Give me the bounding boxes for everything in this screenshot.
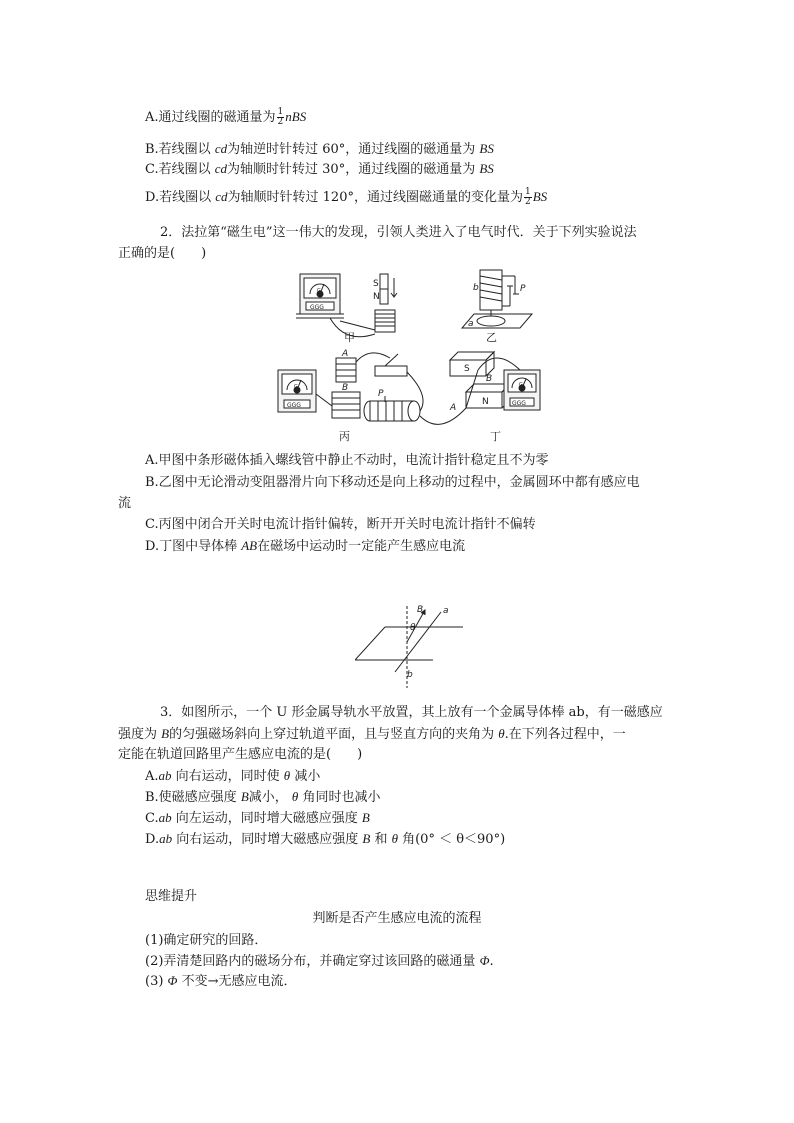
fraction-half: $\frac{1}{2}$ <box>524 187 531 207</box>
q2-option-b-line2: 流 <box>118 496 132 511</box>
q3-stem-line2: 强度为 B的匀强磁场斜向上穿过轨道平面，且与竖直方向的夹角为 θ.在下列各过程中，一 <box>118 726 626 742</box>
label-theta: θ <box>410 623 416 633</box>
q2-option-d: D.丁图中导体棒 AB在磁场中运动时一定能产生感应电流 <box>145 538 466 554</box>
gauge-letter-ding: G <box>519 382 523 388</box>
label-B2: B <box>486 374 493 384</box>
section-heading: 思维提升 <box>145 889 198 904</box>
q3-option-a: A.ab 向右运动，同时使 θ 减小 <box>145 768 321 784</box>
fraction-half: $\frac{1}{2}$ <box>277 107 284 127</box>
q2-figure <box>270 266 550 444</box>
q2-option-b-line1: B.乙图中无论滑动变阻器滑片向下移动还是向上移动的过程中，金属圆环中都有感应电 <box>145 475 640 490</box>
label-b: b <box>473 283 479 293</box>
q3-option-d: D.ab 向右运动，同时增大磁感应强度 B 和 θ 角(0° ＜ θ＜90°) <box>145 831 506 847</box>
label-a: a <box>468 319 474 329</box>
magnet-ding <box>450 352 510 408</box>
thinking-step-1: (1)确定研究的回路． <box>145 933 268 948</box>
caption-bing: 丙 <box>339 430 350 443</box>
q2-stem-line1: 2．法拉第“磁生电”这一伟大的发现，引领人类进入了电气时代．关于下列实验说法 <box>160 225 637 240</box>
label-S2: S <box>464 364 470 374</box>
solenoid-yi <box>480 270 519 316</box>
rheostat-bing <box>364 396 420 421</box>
rail-left <box>355 627 385 660</box>
q1-option-d: D.若线圈以 cd为轴顺时针转过 120°，通过线圈磁通量的变化量为 $\frac{1}{2}$ BS <box>145 187 548 207</box>
label-P: P <box>520 284 526 294</box>
gauge-terminals-jia: GGG <box>310 304 324 311</box>
caption-ding: 丁 <box>490 430 501 443</box>
caption-jia: 甲 <box>344 331 355 344</box>
gauge-terminals-bing: GGG <box>287 402 301 409</box>
gauge-letter-bing: G <box>294 384 298 390</box>
q3-figure <box>355 602 465 692</box>
wire-ding <box>420 408 466 424</box>
coil-pair-bing <box>316 358 360 418</box>
q3-option-b: B.使磁感应强度 B减小， θ 角同时也减小 <box>145 789 381 805</box>
label-field-B: B <box>417 605 424 615</box>
label-A: A <box>342 349 349 359</box>
q2-stem-line2: 正确的是( ) <box>118 246 207 261</box>
gauge-terminals-ding: GGG <box>512 400 526 407</box>
gauge-letter-jia: G <box>317 288 321 294</box>
bar-magnet-jia <box>380 274 397 304</box>
q2-option-a: A.甲图中条形磁体插入螺线管中静止不动时，电流计指针稳定且不为零 <box>145 453 549 468</box>
q2-option-c: C.丙图中闭合开关时电流计指针偏转，断开开关时电流计指针不偏转 <box>145 517 536 532</box>
q1-option-c: C.若线圈以 cd为轴顺时针转过 30°，通过线圈的磁通量为 BS <box>145 161 494 177</box>
label-A2: A <box>450 403 457 413</box>
label-N2: N <box>482 397 489 407</box>
thinking-step-2: (2)弄清楚回路内的磁场分布，并确定穿过该回路的磁通量 Φ. <box>145 953 494 969</box>
section-title: 判断是否产生感应电流的流程 <box>312 911 482 926</box>
label-N: N <box>373 292 380 302</box>
q3-stem-line3: 定能在轨道回路里产生感应电流的是( ) <box>118 747 363 762</box>
conductor-ab <box>395 612 441 672</box>
caption-yi: 乙 <box>486 331 497 344</box>
galvanometer-jia <box>296 274 344 318</box>
label-end-a: a <box>443 606 449 616</box>
q3-option-c: C.ab 向左运动，同时增大磁感应强度 B <box>145 810 370 826</box>
label-B: B <box>342 383 349 393</box>
label-P2: P <box>378 389 384 399</box>
label-end-b: b <box>407 670 413 680</box>
q1-option-b: B.若线圈以 cd为轴逆时针转过 60°，通过线圈的磁通量为 BS <box>145 141 494 157</box>
q3-stem-line1: 3．如图所示，一个 U 形金属导轨水平放置，其上放有一个金属导体棒 ab，有一磁感应 <box>160 705 663 720</box>
label-S: S <box>373 279 379 289</box>
q1-option-a: A.通过线圈的磁通量为 $\frac{1}{2}$ nBS <box>145 107 307 127</box>
thinking-step-3: (3) Φ 不变→无感应电流． <box>145 973 297 989</box>
